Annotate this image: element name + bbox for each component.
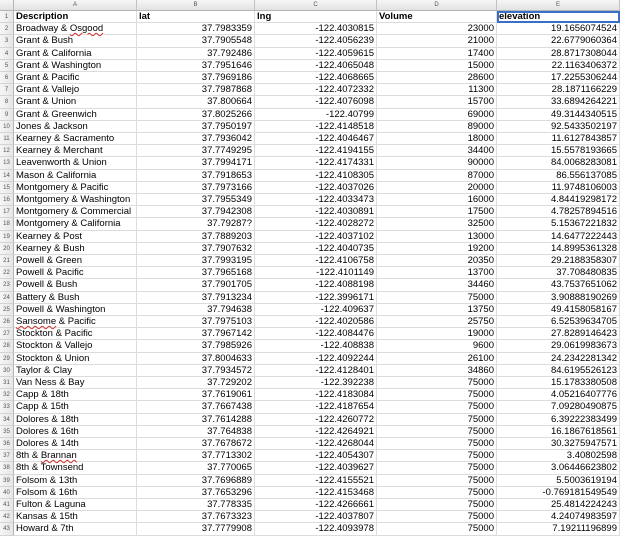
table-cell[interactable]: -122.4065048 bbox=[255, 60, 377, 72]
table-cell[interactable]: 15700 bbox=[377, 96, 497, 108]
table-cell[interactable]: 75000 bbox=[377, 499, 497, 511]
header-cell[interactable]: Volume bbox=[377, 11, 497, 23]
row-number[interactable]: 9 bbox=[0, 109, 14, 121]
select-all-corner[interactable] bbox=[0, 0, 14, 11]
table-cell[interactable]: 25750 bbox=[377, 316, 497, 328]
table-cell[interactable]: 37.792486 bbox=[137, 48, 255, 60]
table-cell[interactable]: 27.8289146423 bbox=[497, 328, 620, 340]
column-header-d[interactable]: D bbox=[377, 0, 497, 10]
table-cell[interactable]: 11.6127843857 bbox=[497, 133, 620, 145]
table-cell[interactable]: -122.4072332 bbox=[255, 84, 377, 96]
table-cell[interactable]: Grant & Vallejo bbox=[14, 84, 137, 96]
table-cell[interactable]: -122.4056239 bbox=[255, 35, 377, 47]
row-number[interactable]: 36 bbox=[0, 438, 14, 450]
table-cell[interactable]: Dolores & 16th bbox=[14, 426, 137, 438]
table-cell[interactable]: Montgomery & Commercial bbox=[14, 206, 137, 218]
table-cell[interactable]: 15.1783380508 bbox=[497, 377, 620, 389]
table-cell[interactable]: Montgomery & California bbox=[14, 218, 137, 230]
table-cell[interactable]: 89000 bbox=[377, 121, 497, 133]
table-cell[interactable]: 13700 bbox=[377, 267, 497, 279]
table-cell[interactable]: Mason & California bbox=[14, 170, 137, 182]
table-cell[interactable]: 37.7951646 bbox=[137, 60, 255, 72]
table-cell[interactable]: 37.708480835 bbox=[497, 267, 620, 279]
table-cell[interactable]: Powell & Bush bbox=[14, 279, 137, 291]
table-cell[interactable]: 37.764838 bbox=[137, 426, 255, 438]
table-cell[interactable]: 37.7983359 bbox=[137, 23, 255, 35]
table-cell[interactable]: 7.09280490875 bbox=[497, 401, 620, 413]
table-cell[interactable]: -122.392238 bbox=[255, 377, 377, 389]
table-cell[interactable]: 33.6894264221 bbox=[497, 96, 620, 108]
row-number[interactable]: 10 bbox=[0, 121, 14, 133]
table-cell[interactable]: 37.794638 bbox=[137, 304, 255, 316]
row-number[interactable]: 31 bbox=[0, 377, 14, 389]
table-cell[interactable]: 37.7901705 bbox=[137, 279, 255, 291]
table-cell[interactable]: 75000 bbox=[377, 523, 497, 535]
table-cell[interactable]: Stockton & Vallejo bbox=[14, 340, 137, 352]
row-number[interactable]: 23 bbox=[0, 279, 14, 291]
table-cell[interactable]: 37.79287? bbox=[137, 218, 255, 230]
table-cell[interactable]: -122.4093978 bbox=[255, 523, 377, 535]
row-number[interactable]: 21 bbox=[0, 255, 14, 267]
row-number[interactable]: 3 bbox=[0, 35, 14, 47]
table-cell[interactable]: -122.4068665 bbox=[255, 72, 377, 84]
table-cell[interactable]: 75000 bbox=[377, 292, 497, 304]
row-number[interactable]: 18 bbox=[0, 218, 14, 230]
table-cell[interactable]: 37.7653296 bbox=[137, 487, 255, 499]
table-cell[interactable]: 37.7973166 bbox=[137, 182, 255, 194]
table-cell[interactable]: Kansas & 15th bbox=[14, 511, 137, 523]
table-cell[interactable]: 37.7667438 bbox=[137, 401, 255, 413]
table-cell[interactable]: -122.4076098 bbox=[255, 96, 377, 108]
column-header-c[interactable]: C bbox=[255, 0, 377, 10]
table-cell[interactable]: Capp & 15th bbox=[14, 401, 137, 413]
row-number[interactable]: 24 bbox=[0, 292, 14, 304]
table-cell[interactable]: 75000 bbox=[377, 389, 497, 401]
table-cell[interactable]: -122.409637 bbox=[255, 304, 377, 316]
table-cell[interactable]: 84.6195526123 bbox=[497, 365, 620, 377]
table-cell[interactable]: 37.7942308 bbox=[137, 206, 255, 218]
table-cell[interactable]: -122.4194155 bbox=[255, 145, 377, 157]
row-number[interactable]: 37 bbox=[0, 450, 14, 462]
table-cell[interactable]: 18000 bbox=[377, 133, 497, 145]
table-cell[interactable]: Van Ness & Bay bbox=[14, 377, 137, 389]
table-cell[interactable]: 29.2188358307 bbox=[497, 255, 620, 267]
table-cell[interactable]: 3.06446623802 bbox=[497, 462, 620, 474]
table-cell[interactable]: Taylor & Clay bbox=[14, 365, 137, 377]
table-cell[interactable]: -122.4088198 bbox=[255, 279, 377, 291]
table-cell[interactable]: 15000 bbox=[377, 60, 497, 72]
table-cell[interactable]: -122.4030891 bbox=[255, 206, 377, 218]
table-cell[interactable]: Kearney & Bush bbox=[14, 243, 137, 255]
row-number[interactable]: 19 bbox=[0, 231, 14, 243]
table-cell[interactable]: 13000 bbox=[377, 231, 497, 243]
row-number[interactable]: 39 bbox=[0, 475, 14, 487]
table-cell[interactable]: Grant & Washington bbox=[14, 60, 137, 72]
row-number[interactable]: 33 bbox=[0, 401, 14, 413]
row-number[interactable]: 2 bbox=[0, 23, 14, 35]
table-cell[interactable]: 16000 bbox=[377, 194, 497, 206]
table-cell[interactable]: 37.729202 bbox=[137, 377, 255, 389]
table-cell[interactable]: Sansome & Pacific bbox=[14, 316, 137, 328]
row-number[interactable]: 30 bbox=[0, 365, 14, 377]
table-cell[interactable]: 4.24074983597 bbox=[497, 511, 620, 523]
table-cell[interactable]: 37.7779908 bbox=[137, 523, 255, 535]
table-cell[interactable]: 37.7993195 bbox=[137, 255, 255, 267]
table-cell[interactable]: Howard & 7th bbox=[14, 523, 137, 535]
table-cell[interactable]: 37.7713302 bbox=[137, 450, 255, 462]
row-number[interactable]: 32 bbox=[0, 389, 14, 401]
row-number[interactable]: 42 bbox=[0, 511, 14, 523]
table-cell[interactable]: Powell & Pacific bbox=[14, 267, 137, 279]
table-cell[interactable]: Capp & 18th bbox=[14, 389, 137, 401]
table-cell[interactable]: 87000 bbox=[377, 170, 497, 182]
table-cell[interactable]: 75000 bbox=[377, 487, 497, 499]
table-cell[interactable]: Grant & Greenwich bbox=[14, 109, 137, 121]
table-cell[interactable]: Jones & Jackson bbox=[14, 121, 137, 133]
table-cell[interactable]: Stockton & Pacific bbox=[14, 328, 137, 340]
table-cell[interactable]: 37.7965168 bbox=[137, 267, 255, 279]
table-cell[interactable]: Kearney & Post bbox=[14, 231, 137, 243]
row-number[interactable]: 16 bbox=[0, 194, 14, 206]
row-number[interactable]: 5 bbox=[0, 60, 14, 72]
column-header-e[interactable]: E bbox=[497, 0, 620, 10]
row-number[interactable]: 15 bbox=[0, 182, 14, 194]
row-number[interactable]: 17 bbox=[0, 206, 14, 218]
row-number[interactable]: 11 bbox=[0, 133, 14, 145]
table-cell[interactable]: 37.7975103 bbox=[137, 316, 255, 328]
table-cell[interactable]: 75000 bbox=[377, 401, 497, 413]
table-cell[interactable]: -122.408838 bbox=[255, 340, 377, 352]
table-cell[interactable]: 34400 bbox=[377, 145, 497, 157]
table-cell[interactable]: 75000 bbox=[377, 438, 497, 450]
row-number[interactable]: 4 bbox=[0, 48, 14, 60]
table-cell[interactable]: 17400 bbox=[377, 48, 497, 60]
table-cell[interactable]: 37.7907632 bbox=[137, 243, 255, 255]
table-cell[interactable]: -122.4264921 bbox=[255, 426, 377, 438]
table-cell[interactable]: Kearney & Sacramento bbox=[14, 133, 137, 145]
table-cell[interactable]: Montgomery & Pacific bbox=[14, 182, 137, 194]
table-cell[interactable]: -122.4174331 bbox=[255, 157, 377, 169]
table-cell[interactable]: 37.7619061 bbox=[137, 389, 255, 401]
table-cell[interactable]: -122.4148518 bbox=[255, 121, 377, 133]
table-cell[interactable]: -0.769181549549 bbox=[497, 487, 620, 499]
table-cell[interactable]: 69000 bbox=[377, 109, 497, 121]
table-cell[interactable]: 37.7950197 bbox=[137, 121, 255, 133]
table-cell[interactable]: 4.05216407776 bbox=[497, 389, 620, 401]
table-cell[interactable]: 49.4158058167 bbox=[497, 304, 620, 316]
header-cell[interactable]: lat bbox=[137, 11, 255, 23]
table-cell[interactable]: 7.19211196899 bbox=[497, 523, 620, 535]
table-cell[interactable]: -122.4266661 bbox=[255, 499, 377, 511]
table-cell[interactable]: 37.7889203 bbox=[137, 231, 255, 243]
table-cell[interactable]: 37.8004633 bbox=[137, 353, 255, 365]
table-cell[interactable]: 14.8995361328 bbox=[497, 243, 620, 255]
table-cell[interactable]: Dolores & 14th bbox=[14, 438, 137, 450]
row-number[interactable]: 20 bbox=[0, 243, 14, 255]
table-cell[interactable]: 37.8025266 bbox=[137, 109, 255, 121]
table-cell[interactable]: 49.3144340515 bbox=[497, 109, 620, 121]
table-cell[interactable]: 4.78257894516 bbox=[497, 206, 620, 218]
row-number[interactable]: 34 bbox=[0, 414, 14, 426]
row-number[interactable]: 40 bbox=[0, 487, 14, 499]
table-cell[interactable]: 37.7918653 bbox=[137, 170, 255, 182]
table-cell[interactable]: 32500 bbox=[377, 218, 497, 230]
table-cell[interactable]: -122.4106758 bbox=[255, 255, 377, 267]
table-cell[interactable]: 25.4814224243 bbox=[497, 499, 620, 511]
row-number[interactable]: 26 bbox=[0, 316, 14, 328]
table-cell[interactable]: 16.1867618561 bbox=[497, 426, 620, 438]
table-cell[interactable]: Grant & California bbox=[14, 48, 137, 60]
table-cell[interactable]: 20000 bbox=[377, 182, 497, 194]
table-cell[interactable]: 37.7673323 bbox=[137, 511, 255, 523]
table-cell[interactable]: 30.3275947571 bbox=[497, 438, 620, 450]
table-cell[interactable]: Grant & Union bbox=[14, 96, 137, 108]
table-cell[interactable]: 75000 bbox=[377, 475, 497, 487]
table-cell[interactable]: 75000 bbox=[377, 462, 497, 474]
header-cell[interactable]: elevation bbox=[497, 11, 620, 23]
table-cell[interactable]: Kearney & Merchant bbox=[14, 145, 137, 157]
table-cell[interactable]: 28.8717308044 bbox=[497, 48, 620, 60]
table-cell[interactable]: -122.4020586 bbox=[255, 316, 377, 328]
table-cell[interactable]: 37.770065 bbox=[137, 462, 255, 474]
table-cell[interactable]: -122.4092244 bbox=[255, 353, 377, 365]
table-cell[interactable]: 22.6779060364 bbox=[497, 35, 620, 47]
table-cell[interactable]: 37.800664 bbox=[137, 96, 255, 108]
row-number[interactable]: 27 bbox=[0, 328, 14, 340]
table-cell[interactable]: 4.84419298172 bbox=[497, 194, 620, 206]
table-cell[interactable]: -122.4153468 bbox=[255, 487, 377, 499]
table-cell[interactable]: -122.4046467 bbox=[255, 133, 377, 145]
table-cell[interactable]: -122.4268044 bbox=[255, 438, 377, 450]
row-number[interactable]: 35 bbox=[0, 426, 14, 438]
table-cell[interactable]: Folsom & 16th bbox=[14, 487, 137, 499]
table-cell[interactable]: 5.15367221832 bbox=[497, 218, 620, 230]
table-cell[interactable]: -122.4030815 bbox=[255, 23, 377, 35]
table-cell[interactable]: 90000 bbox=[377, 157, 497, 169]
table-cell[interactable]: 15.5578193665 bbox=[497, 145, 620, 157]
row-number[interactable]: 29 bbox=[0, 353, 14, 365]
row-number[interactable]: 38 bbox=[0, 462, 14, 474]
table-cell[interactable]: 13750 bbox=[377, 304, 497, 316]
table-cell[interactable]: -122.4260772 bbox=[255, 414, 377, 426]
table-cell[interactable]: 86.556137085 bbox=[497, 170, 620, 182]
table-cell[interactable]: -122.4037026 bbox=[255, 182, 377, 194]
table-cell[interactable]: -122.4037102 bbox=[255, 231, 377, 243]
table-cell[interactable]: Broadway & Osgood bbox=[14, 23, 137, 35]
row-number[interactable]: 41 bbox=[0, 499, 14, 511]
table-cell[interactable]: 14.6477222443 bbox=[497, 231, 620, 243]
row-number[interactable]: 25 bbox=[0, 304, 14, 316]
row-number[interactable]: 6 bbox=[0, 72, 14, 84]
table-cell[interactable]: 43.7537651062 bbox=[497, 279, 620, 291]
table-cell[interactable]: -122.4084476 bbox=[255, 328, 377, 340]
table-cell[interactable]: 37.7934572 bbox=[137, 365, 255, 377]
table-cell[interactable]: -122.4187654 bbox=[255, 401, 377, 413]
column-header-row bbox=[0, 0, 620, 11]
table-cell[interactable]: 29.0619983673 bbox=[497, 340, 620, 352]
table-cell[interactable]: -122.4028272 bbox=[255, 218, 377, 230]
table-cell[interactable]: 75000 bbox=[377, 511, 497, 523]
table-cell[interactable]: 37.7985926 bbox=[137, 340, 255, 352]
table-cell[interactable]: 28600 bbox=[377, 72, 497, 84]
table-cell[interactable]: 37.7749295 bbox=[137, 145, 255, 157]
table-cell[interactable]: 22.1163406372 bbox=[497, 60, 620, 72]
table-cell[interactable]: 8th & Townsend bbox=[14, 462, 137, 474]
table-cell[interactable]: 5.5003619194 bbox=[497, 475, 620, 487]
table-cell[interactable]: 75000 bbox=[377, 414, 497, 426]
table-cell[interactable]: 11300 bbox=[377, 84, 497, 96]
table-cell[interactable]: -122.4039627 bbox=[255, 462, 377, 474]
table-cell[interactable]: 34460 bbox=[377, 279, 497, 291]
table-cell[interactable]: 6.52539634705 bbox=[497, 316, 620, 328]
table-cell[interactable]: 23000 bbox=[377, 23, 497, 35]
table-cell[interactable]: 92.5433502197 bbox=[497, 121, 620, 133]
row-number[interactable]: 14 bbox=[0, 170, 14, 182]
table-cell[interactable]: 11.9748106003 bbox=[497, 182, 620, 194]
table-cell[interactable]: 26100 bbox=[377, 353, 497, 365]
table-cell[interactable]: -122.4054307 bbox=[255, 450, 377, 462]
column-header-b[interactable]: B bbox=[137, 0, 255, 10]
table-cell[interactable]: 37.7678672 bbox=[137, 438, 255, 450]
table-cell[interactable]: 19200 bbox=[377, 243, 497, 255]
column-header-a[interactable]: A bbox=[14, 0, 137, 10]
table-cell[interactable]: 37.7905548 bbox=[137, 35, 255, 47]
table-cell[interactable]: 3.40802598 bbox=[497, 450, 620, 462]
table-cell[interactable]: -122.4101149 bbox=[255, 267, 377, 279]
table-cell[interactable]: Fulton & Laguna bbox=[14, 499, 137, 511]
table-cell[interactable]: Powell & Green bbox=[14, 255, 137, 267]
table-cell[interactable]: -122.4033473 bbox=[255, 194, 377, 206]
table-cell[interactable]: 75000 bbox=[377, 426, 497, 438]
table-cell[interactable]: 21000 bbox=[377, 35, 497, 47]
table-cell[interactable]: Montgomery & Washington bbox=[14, 194, 137, 206]
table-cell[interactable]: 28.1871166229 bbox=[497, 84, 620, 96]
table-cell[interactable]: -122.40799 bbox=[255, 109, 377, 121]
row-number[interactable]: 8 bbox=[0, 96, 14, 108]
table-cell[interactable]: -122.4037807 bbox=[255, 511, 377, 523]
header-cell[interactable]: Description bbox=[14, 11, 137, 23]
table-cell[interactable]: 9600 bbox=[377, 340, 497, 352]
table-cell[interactable]: 37.7967142 bbox=[137, 328, 255, 340]
row-number[interactable]: 28 bbox=[0, 340, 14, 352]
table-cell[interactable]: 75000 bbox=[377, 377, 497, 389]
table-cell[interactable]: 37.7994171 bbox=[137, 157, 255, 169]
table-cell[interactable]: 20350 bbox=[377, 255, 497, 267]
table-cell[interactable]: -122.4183084 bbox=[255, 389, 377, 401]
table-cell[interactable]: 37.7614288 bbox=[137, 414, 255, 426]
table-cell[interactable]: 17500 bbox=[377, 206, 497, 218]
table-cell[interactable]: -122.4040735 bbox=[255, 243, 377, 255]
table-cell[interactable]: 17.2255306244 bbox=[497, 72, 620, 84]
table-cell[interactable]: 37.7696889 bbox=[137, 475, 255, 487]
table-cell[interactable]: Leavenworth & Union bbox=[14, 157, 137, 169]
row-number[interactable]: 1 bbox=[0, 11, 14, 23]
table-cell[interactable]: 6.39222383499 bbox=[497, 414, 620, 426]
table-cell[interactable]: Powell & Washington bbox=[14, 304, 137, 316]
table-cell[interactable]: Battery & Bush bbox=[14, 292, 137, 304]
table-cell[interactable]: -122.3996171 bbox=[255, 292, 377, 304]
table-cell[interactable]: Stockton & Union bbox=[14, 353, 137, 365]
table-cell[interactable]: -122.4128401 bbox=[255, 365, 377, 377]
table-cell[interactable]: 37.778335 bbox=[137, 499, 255, 511]
table-cell[interactable]: 34860 bbox=[377, 365, 497, 377]
table-cell[interactable]: -122.4108305 bbox=[255, 170, 377, 182]
row-number[interactable]: 43 bbox=[0, 523, 14, 535]
table-cell[interactable]: Grant & Pacific bbox=[14, 72, 137, 84]
table-cell[interactable]: Grant & Bush bbox=[14, 35, 137, 47]
table-cell[interactable]: 8th & Brannan bbox=[14, 450, 137, 462]
table-cell[interactable]: 37.7987868 bbox=[137, 84, 255, 96]
table-cell[interactable]: 84.0068283081 bbox=[497, 157, 620, 169]
table-cell[interactable]: 75000 bbox=[377, 450, 497, 462]
header-cell[interactable]: lng bbox=[255, 11, 377, 23]
table-cell[interactable]: Dolores & 18th bbox=[14, 414, 137, 426]
row-number[interactable]: 7 bbox=[0, 84, 14, 96]
row-number[interactable]: 22 bbox=[0, 267, 14, 279]
table-cell[interactable]: 37.7913234 bbox=[137, 292, 255, 304]
table-cell[interactable]: 19.1656074524 bbox=[497, 23, 620, 35]
table-cell[interactable]: 37.7936042 bbox=[137, 133, 255, 145]
table-cell[interactable]: -122.4059615 bbox=[255, 48, 377, 60]
table-cell[interactable]: 37.7969186 bbox=[137, 72, 255, 84]
table-cell[interactable]: 24.2342281342 bbox=[497, 353, 620, 365]
table-cell[interactable]: 37.7955349 bbox=[137, 194, 255, 206]
table-cell[interactable]: Folsom & 13th bbox=[14, 475, 137, 487]
row-number[interactable]: 12 bbox=[0, 145, 14, 157]
table-cell[interactable]: 19000 bbox=[377, 328, 497, 340]
row-number[interactable]: 13 bbox=[0, 157, 14, 169]
table-cell[interactable]: 3.90888190269 bbox=[497, 292, 620, 304]
table-cell[interactable]: -122.4155521 bbox=[255, 475, 377, 487]
